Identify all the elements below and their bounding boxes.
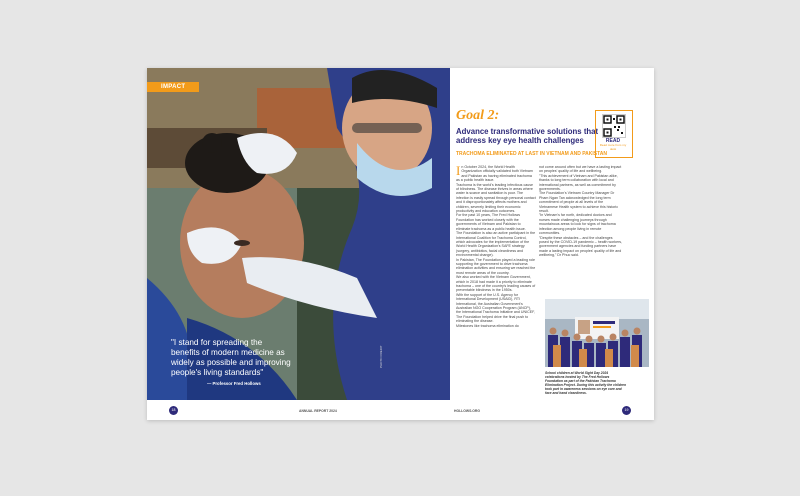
headline: Advance transformative solutions that address key eye health challenges xyxy=(456,127,599,146)
subhead: TRACHOMA ELIMINATED AT LAST IN VIETNAM AND PAKISTAN xyxy=(456,151,608,157)
body-paragraph: In October 2024, the World Health Organization officially validated both Vietnam and Pakistan as having eliminated trachoma as a public health issue. xyxy=(456,163,533,183)
qr-read-label: READ xyxy=(605,138,621,144)
body-paragraph: The Foundation's Vietnam Country Manager Dr Pham Ngan Tan acknowledged the long term commitment of people at all levels of the Vietnamese Health system to achieve this historic result. xyxy=(539,191,619,214)
body-paragraph: "In Vietnam's far north, dedicated doctors and nurses made challenging journeys through mountainous areas to look for signs of trachoma infection among people living in remote communities. xyxy=(539,213,616,236)
photo-credit: PHOTO CREDIT xyxy=(379,345,383,368)
body-paragraph: The Foundation is also an active participant in the International Coalition for Trachoma Control, which advocates for the implementation of the World Health Organization's SAFE strategy (surgery, antibiotics, facial cleanliness and environmental change). xyxy=(456,231,536,258)
body-paragraph: Milestones like trachoma elimination do xyxy=(456,323,519,328)
goal-label: Goal 2: xyxy=(456,108,500,123)
body-column-1 xyxy=(456,165,536,328)
magazine-spread xyxy=(147,68,654,420)
footer-url: HOLLOWS.ORG xyxy=(454,409,480,413)
inset-photo-illustration xyxy=(545,299,649,367)
body-column-2 xyxy=(539,165,623,258)
qr-sub-label: Read more from my desk xyxy=(599,143,627,151)
body-paragraph: Trachoma is the world's leading infectious cause of blindness. The disease thrives in areas where water is scarce and sanitation is poor. The infection is easily spread through personal contact and it disproportionately affects mothers and children, severely limiting their economic productivity and education outcomes. xyxy=(456,182,536,214)
inset-photo xyxy=(545,299,649,367)
inset-caption: School children at World Sight Day 2024 celebrations hosted by The Fred Hollows Foundation as part of the Pakistan Trachoma Elimination Project. During this activity the children took part in awareness sessions on eye care and face and hand cleanliness. xyxy=(545,371,626,395)
page-number-right: 19 xyxy=(622,406,631,415)
hero-photo xyxy=(147,68,450,400)
body-paragraph: "Despite these obstacles – and the challenges posed by the COVID-19 pandemic – health workers, government agencies and funding partners have made a lasting impact on peoples' quality of life and wellbeing," Dr Phuc said. xyxy=(539,235,623,258)
page-number-left: 18 xyxy=(169,406,178,415)
drop-cap: I xyxy=(456,163,461,178)
body-paragraph: With the support of the U.S. Agency for International Development (USAID), RTI International, the Australian Government's Australian NGO Cooperation Program (ANCP), the International Trachoma Initiative and UNICEF, The Foundation helped drive the final push to eliminating the disease. xyxy=(456,292,535,324)
body-paragraph: In Pakistan, The Foundation played a leading role supporting the government to drive trachoma elimination activities and ensuring we reached the most remote areas of the country. xyxy=(456,257,536,275)
body-paragraph: We also worked with the Vietnam Government, which in 2018 had made it a priority to eliminate trachoma – one of the country's leading causes of preventable blindness in the 1950s. xyxy=(456,275,536,293)
footer-report-title: ANNUAL REPORT 2024 xyxy=(299,409,337,413)
section-tag: IMPACT xyxy=(161,84,186,90)
body-paragraph: "This achievement of Vietnam and Pakistan alike, thanks to long term collaboration with local and international partners, as well as commitment by governments. xyxy=(539,173,618,192)
qr-code-icon[interactable] xyxy=(602,114,626,138)
body-paragraph: For the past 10 years, The Fred Hollows Foundation has worked closely with the governments of Vietnam and Pakistan to eliminate trachoma as a public health issue. xyxy=(456,213,526,231)
pull-quote-attribution: — Professor Fred Hollows xyxy=(207,381,261,386)
pull-quote: "I stand for spreading the benefits of modern medicine as widely as possible and improving people's living standards" xyxy=(171,338,291,377)
body-paragraph: not come around often but we have a lasting impact on peoples' quality of life and wellbeing. xyxy=(539,165,622,174)
